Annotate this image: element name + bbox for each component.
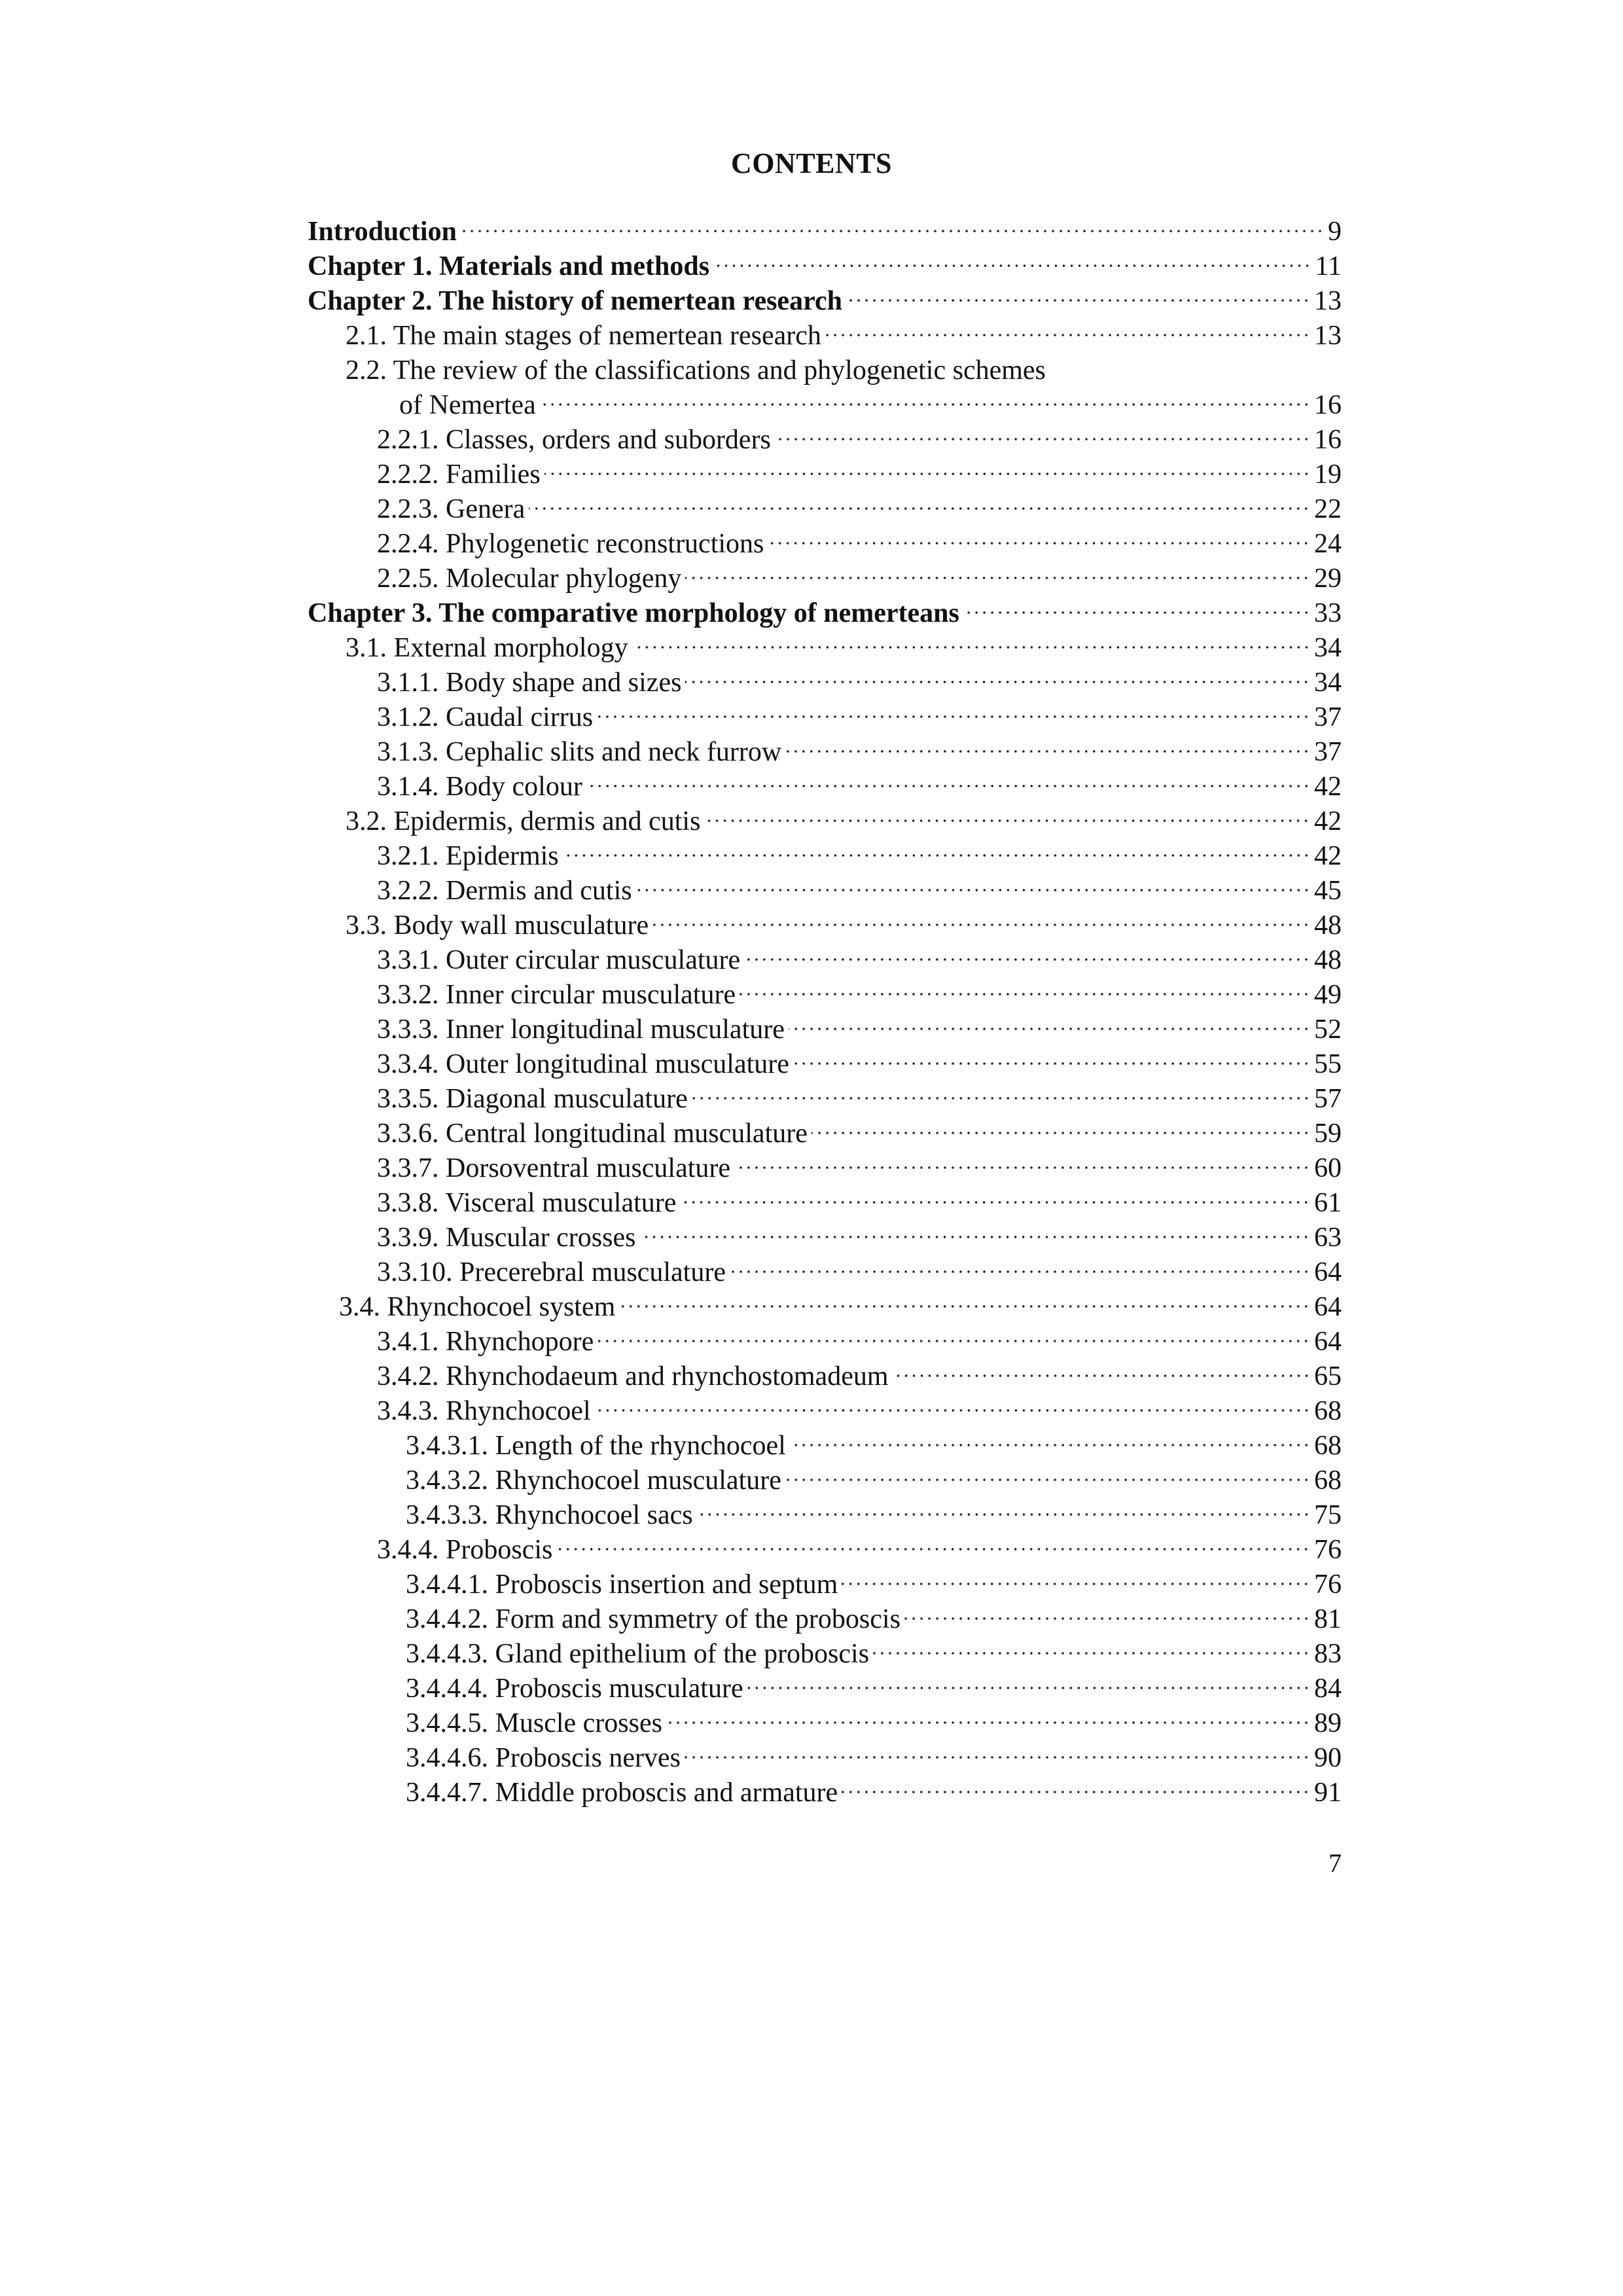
- toc-entry: [308, 562, 1342, 596]
- toc-entry: [308, 874, 1342, 908]
- dot-leader: [785, 749, 1310, 754]
- dot-leader: [595, 1408, 1310, 1413]
- toc-entry-label: 3.3.10. Precerebral musculature: [377, 1257, 726, 1287]
- toc-entry-label: 2.2.2. Families: [377, 459, 541, 490]
- toc-entry-page: 49: [1314, 980, 1342, 1010]
- dot-leader: [597, 714, 1310, 719]
- toc-entry-label: 3.4.1. Rhynchopore: [377, 1327, 594, 1357]
- toc-entry-label: 3.3.6. Central longitudinal musculature: [377, 1119, 808, 1149]
- toc-entry-page: 59: [1314, 1119, 1342, 1149]
- dot-leader: [730, 1269, 1310, 1274]
- toc-entry-page: 64: [1314, 1327, 1342, 1357]
- dot-leader: [747, 1685, 1310, 1691]
- dot-leader: [768, 541, 1310, 546]
- dot-leader: [893, 1373, 1310, 1378]
- toc-entry: [308, 1221, 1342, 1255]
- dot-leader: [685, 1755, 1310, 1760]
- toc-entry: [308, 1741, 1342, 1776]
- toc-entry-label: 3.1.4. Body colour: [377, 772, 582, 802]
- toc-entry: [308, 1151, 1342, 1186]
- toc-entry: [308, 1013, 1342, 1047]
- toc-entry-page: 68: [1314, 1465, 1342, 1496]
- dot-leader: [825, 332, 1310, 338]
- toc-entry-label: 3.4. Rhynchocoel system: [339, 1292, 616, 1322]
- toc-entry: [308, 1463, 1342, 1498]
- dot-leader: [692, 1096, 1310, 1101]
- toc-entry-page: 16: [1314, 390, 1342, 420]
- toc-entry: [308, 804, 1342, 839]
- toc-entry: [308, 978, 1342, 1013]
- toc-entry: [308, 596, 1342, 631]
- dot-leader: [793, 1061, 1310, 1066]
- toc-entry-label: 3.4.3.3. Rhynchocoel sacs: [406, 1500, 693, 1530]
- toc-entry-page: 42: [1314, 841, 1342, 871]
- toc-entry: [308, 423, 1342, 457]
- toc-entry-page: 45: [1314, 876, 1342, 906]
- dot-leader: [790, 1443, 1310, 1448]
- toc-entry: [308, 215, 1342, 249]
- toc-entry: [308, 1325, 1342, 1359]
- dot-leader: [904, 1616, 1310, 1621]
- page-title: CONTENTS: [730, 147, 893, 179]
- dot-leader: [685, 679, 1310, 685]
- dot-leader: [544, 471, 1310, 476]
- dot-leader: [846, 298, 1310, 303]
- toc-entry: [308, 735, 1342, 770]
- toc-entry-page: 68: [1314, 1431, 1342, 1461]
- toc-entry-label: 3.4.4.1. Proboscis insertion and septum: [406, 1570, 838, 1600]
- toc-entry-page: 61: [1314, 1188, 1342, 1218]
- toc-entry-label: 3.3.9. Muscular crosses: [377, 1223, 636, 1253]
- dot-leader: [963, 610, 1310, 615]
- toc-entry: [308, 770, 1342, 804]
- toc-entry-page: 55: [1314, 1049, 1342, 1079]
- dot-leader: [873, 1651, 1310, 1656]
- toc-entry: [308, 1602, 1342, 1637]
- dot-leader: [734, 1165, 1310, 1170]
- dot-leader: [540, 402, 1310, 407]
- toc-entry-label: 2.2.1. Classes, orders and suborders: [377, 425, 771, 455]
- toc-entry-label: 3.4.3.2. Rhynchocoel musculature: [406, 1465, 781, 1496]
- dot-leader: [529, 506, 1310, 511]
- toc-entry-label: 3.3.1. Outer circular musculature: [377, 945, 741, 975]
- toc-entry-page: 13: [1314, 321, 1342, 351]
- toc-entry-label: 3.2.1. Epidermis: [377, 841, 559, 871]
- toc-entry-page: 42: [1314, 772, 1342, 802]
- toc-entry-page: 76: [1314, 1570, 1342, 1600]
- toc-entry: [308, 908, 1342, 943]
- toc-entry-label: 3.3.4. Outer longitudinal musculature: [377, 1049, 789, 1079]
- dot-leader: [563, 853, 1310, 858]
- toc-entry-page: 65: [1314, 1361, 1342, 1391]
- toc-entry-page: 76: [1314, 1535, 1342, 1565]
- toc-entry-label: 3.4.4.5. Muscle crosses: [406, 1708, 662, 1738]
- toc-entry: [308, 1394, 1342, 1429]
- dot-leader: [639, 1234, 1310, 1240]
- toc-entry: [308, 1568, 1342, 1602]
- toc-entry: [308, 1498, 1342, 1533]
- toc-entry-page: 16: [1314, 425, 1342, 455]
- toc-entry-label: 2.2. The review of the classifications and phylogenetic schemes: [346, 355, 1046, 386]
- dot-leader: [632, 645, 1310, 650]
- toc-entry-label: Chapter 2. The history of nemertean research: [308, 286, 842, 316]
- toc-entry: [308, 1117, 1342, 1151]
- toc-entry: [308, 631, 1342, 666]
- dot-leader: [666, 1720, 1310, 1725]
- toc-entry-label: 3.4.4.3. Gland epithelium of the proboscis: [406, 1639, 870, 1669]
- toc-entry-label: 3.4.2. Rhynchodaeum and rhynchostomadeum: [377, 1361, 889, 1391]
- toc-entry-page: 34: [1314, 668, 1342, 698]
- toc-entry: [308, 1359, 1342, 1394]
- toc-entry-page: 83: [1314, 1639, 1342, 1669]
- page-number: 7: [1329, 1848, 1342, 1878]
- toc-entry-label: 3.4.4.4. Proboscis musculature: [406, 1674, 743, 1704]
- toc-entry-label: 3.1.2. Caudal cirrus: [377, 702, 594, 732]
- dot-leader: [704, 818, 1310, 823]
- toc-entry-page: 91: [1314, 1778, 1342, 1808]
- dot-leader: [785, 1477, 1310, 1482]
- toc-entry-label: 3.3.5. Diagonal musculature: [377, 1084, 688, 1114]
- toc-entry-label: 3.1. External morphology: [346, 633, 628, 663]
- toc-entry-page: 89: [1314, 1708, 1342, 1738]
- toc-entry-label: 3.4.4.7. Middle proboscis and armature: [406, 1778, 838, 1808]
- toc-entry-page: 64: [1314, 1257, 1342, 1287]
- toc-entry: [308, 1255, 1342, 1290]
- toc-entry: [308, 527, 1342, 562]
- toc-entry-label: 3.4.4.2. Form and symmetry of the proboscis: [406, 1604, 901, 1634]
- toc-entry: [308, 1429, 1342, 1463]
- dot-leader: [636, 888, 1310, 893]
- dot-leader: [685, 575, 1310, 581]
- dot-leader: [775, 437, 1310, 442]
- dot-leader: [556, 1547, 1310, 1552]
- toc-entry-label: 2.2.5. Molecular phylogeny: [377, 564, 682, 594]
- toc-entry-label: 3.1.3. Cephalic slits and neck furrow: [377, 737, 782, 767]
- toc-entry-label: Chapter 3. The comparative morphology of nemerteans: [308, 598, 959, 628]
- toc-entry-page: 63: [1314, 1223, 1342, 1253]
- toc-entry-page: 33: [1314, 598, 1342, 628]
- dot-leader: [789, 1026, 1310, 1031]
- toc-entry: [308, 943, 1342, 978]
- toc-entry: [308, 284, 1342, 319]
- toc-entry-label: 2.2.3. Genera: [377, 494, 526, 524]
- toc-entry: [308, 388, 1342, 423]
- toc-entry-label: 3.4.3.1. Length of the rhynchocoel: [406, 1431, 786, 1461]
- toc-entry-page: 22: [1314, 494, 1342, 524]
- toc-entry: [308, 839, 1342, 874]
- dot-leader: [619, 1304, 1310, 1309]
- dot-leader: [713, 263, 1311, 268]
- toc-entry: [308, 1290, 1342, 1325]
- toc-entry: [308, 666, 1342, 700]
- toc-entry-label: 3.4.3. Rhynchocoel: [377, 1396, 591, 1426]
- toc-entry-label: 3.3.7. Dorsoventral musculature: [377, 1153, 731, 1183]
- toc-entry: [308, 1082, 1342, 1117]
- toc-entry-page: 24: [1314, 529, 1342, 559]
- toc-entry-page: 29: [1314, 564, 1342, 594]
- toc-entry-label: 3.4.4. Proboscis: [377, 1535, 553, 1565]
- dot-leader: [697, 1512, 1310, 1517]
- dot-leader: [652, 922, 1310, 927]
- dot-leader: [461, 228, 1324, 234]
- dot-leader: [740, 992, 1310, 997]
- toc-entry: [308, 319, 1342, 353]
- dot-leader: [812, 1130, 1310, 1136]
- toc-entry: [308, 1776, 1342, 1810]
- toc-entry-page: 81: [1314, 1604, 1342, 1634]
- toc-entry-label: 3.1.1. Body shape and sizes: [377, 668, 682, 698]
- toc-entry-page: 34: [1314, 633, 1342, 663]
- dot-leader: [597, 1338, 1310, 1344]
- toc-entry-page: 57: [1314, 1084, 1342, 1114]
- toc-entry-page: 37: [1314, 702, 1342, 732]
- toc-entry-label: 2.2.4. Phylogenetic reconstructions: [377, 529, 764, 559]
- toc-entry: [308, 1706, 1342, 1741]
- toc-entry-label: 2.1. The main stages of nemertean research: [346, 321, 821, 351]
- toc-entry-page: 13: [1314, 286, 1342, 316]
- toc-entry-label: Chapter 1. Materials and methods: [308, 251, 710, 281]
- table-of-contents: [308, 215, 1342, 1810]
- toc-entry: [308, 1047, 1342, 1082]
- toc-entry-page: 52: [1314, 1014, 1342, 1045]
- toc-entry-label: 3.3. Body wall musculature: [346, 910, 649, 941]
- toc-entry-page: 37: [1314, 737, 1342, 767]
- toc-entry: [308, 700, 1342, 735]
- toc-entry-page: 75: [1314, 1500, 1342, 1530]
- toc-entry-label: Introduction: [308, 217, 457, 247]
- toc-entry-page: 11: [1315, 251, 1342, 281]
- toc-entry-page: 64: [1314, 1292, 1342, 1322]
- toc-entry-page: 90: [1314, 1743, 1342, 1773]
- toc-entry-label: 3.2. Epidermis, dermis and cutis: [346, 806, 701, 836]
- toc-entry-page: 84: [1314, 1674, 1342, 1704]
- toc-entry-label: 3.3.3. Inner longitudinal musculature: [377, 1014, 785, 1045]
- toc-entry-page: 60: [1314, 1153, 1342, 1183]
- toc-entry-page: 19: [1314, 459, 1342, 490]
- dot-leader: [586, 783, 1310, 789]
- dot-leader: [842, 1581, 1310, 1587]
- toc-entry-page: 48: [1314, 945, 1342, 975]
- toc-entry: [308, 1186, 1342, 1221]
- toc-entry: [308, 457, 1342, 492]
- toc-entry-label: 3.4.4.6. Proboscis nerves: [406, 1743, 681, 1773]
- dot-leader: [680, 1200, 1310, 1205]
- toc-entry: [308, 249, 1342, 284]
- toc-entry-page: 48: [1314, 910, 1342, 941]
- toc-entry-page: 9: [1328, 217, 1342, 247]
- dot-leader: [842, 1789, 1310, 1795]
- toc-entry-page: 68: [1314, 1396, 1342, 1426]
- toc-entry: [308, 492, 1342, 527]
- toc-entry-label: 3.3.2. Inner circular musculature: [377, 980, 736, 1010]
- toc-entry-page: 42: [1314, 806, 1342, 836]
- toc-entry: [308, 1533, 1342, 1568]
- toc-entry-label: of Nemertea: [399, 390, 536, 420]
- toc-entry-label: 3.3.8. Visceral musculature: [377, 1188, 677, 1218]
- toc-entry: [308, 1637, 1342, 1672]
- toc-entry-label: 3.2.2. Dermis and cutis: [377, 876, 632, 906]
- toc-entry: [308, 1672, 1342, 1706]
- dot-leader: [744, 957, 1310, 962]
